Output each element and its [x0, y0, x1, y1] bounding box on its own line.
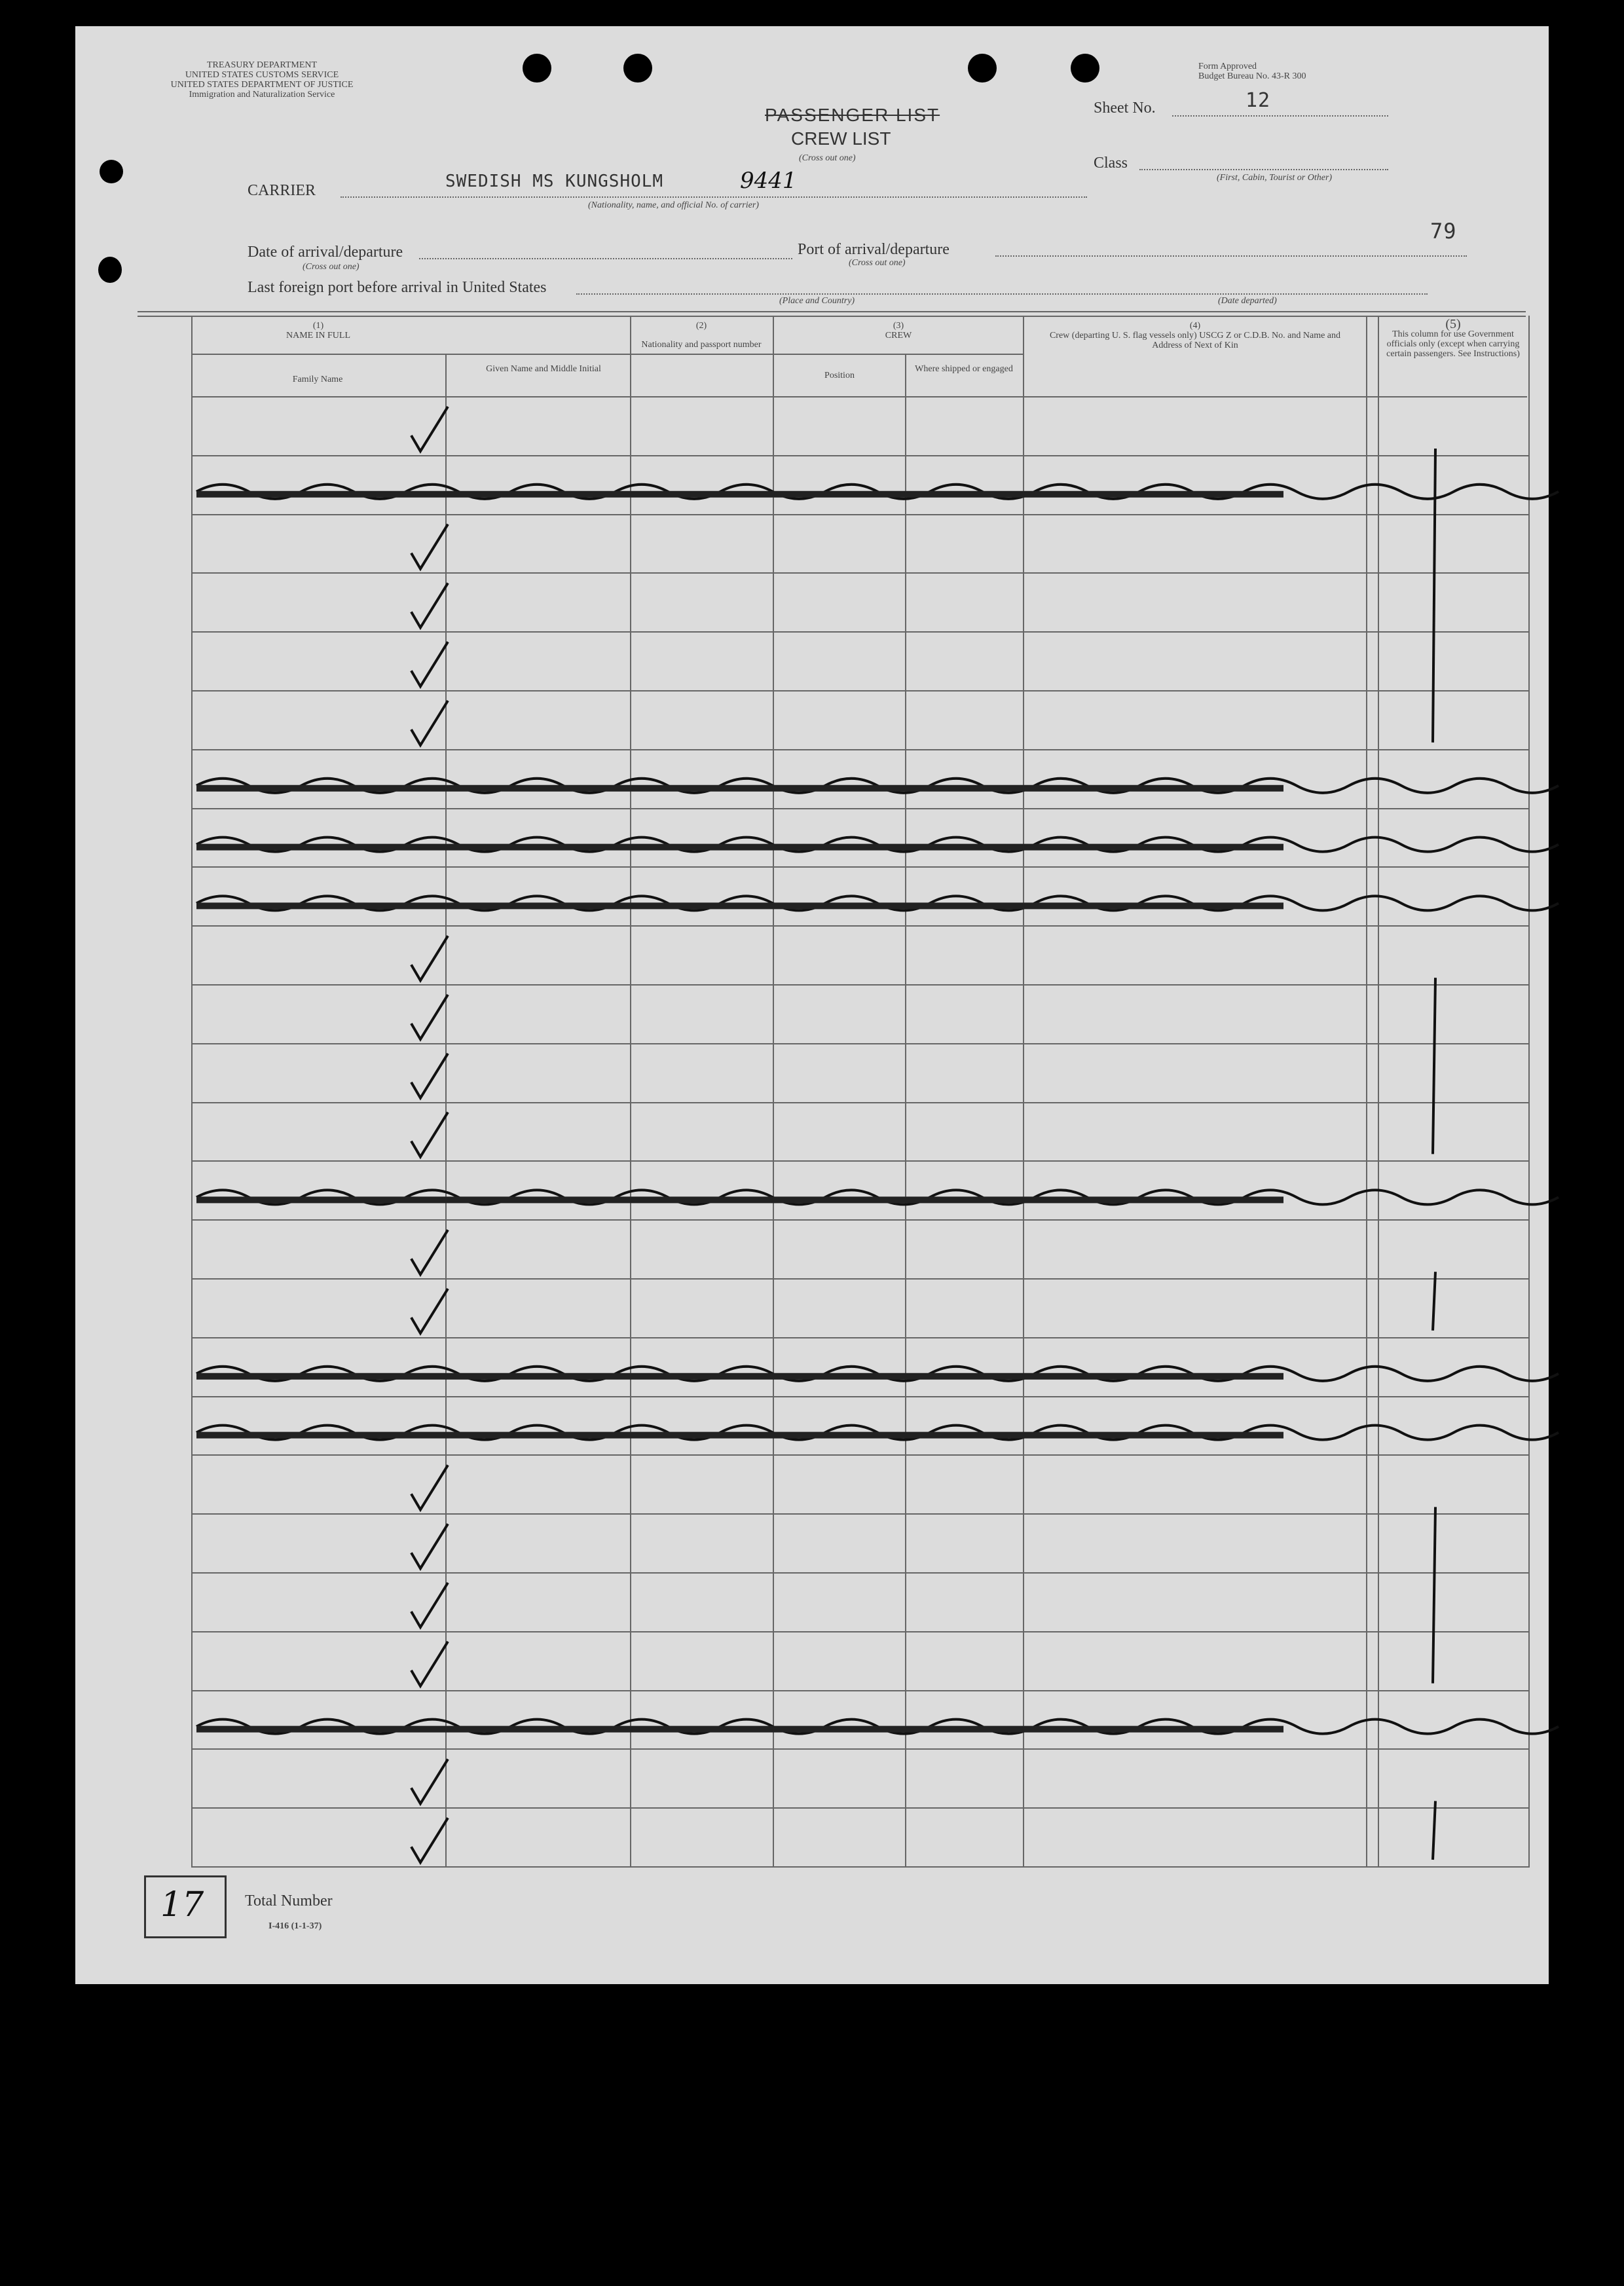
class-hint: (First, Cabin, Tourist or Other): [1217, 173, 1333, 183]
date-departed-hint: (Date departed): [1218, 296, 1277, 306]
check-mark: [411, 1465, 448, 1509]
check-mark: [411, 1642, 448, 1686]
check-mark: [411, 583, 448, 627]
brace-line: [1433, 1507, 1435, 1683]
col1-header: (1) NAME IN FULL: [286, 321, 350, 341]
check-mark: [411, 1230, 448, 1274]
port-hint: (Cross out one): [849, 258, 906, 268]
form-title: CREW LIST: [791, 128, 891, 149]
brace-line: [1433, 449, 1435, 743]
check-mark: [411, 1289, 448, 1333]
carrier-hint: (Nationality, name, and official No. of carrier): [588, 200, 759, 210]
brace-line: [1433, 1272, 1435, 1331]
date-hint: (Cross out one): [303, 262, 360, 272]
check-mark: [411, 407, 448, 451]
total-box: [144, 1875, 227, 1938]
last-port-label: Last foreign port before arrival in United States: [248, 279, 547, 296]
total-label: Total Number: [245, 1892, 333, 1909]
struck-title: PASSENGER LIST: [765, 105, 940, 125]
check-mark: [411, 1054, 448, 1098]
check-mark: [411, 1818, 448, 1862]
col5-header: (5) This column for use Government officials only (except when carrying certain passengers. See Instructions): [1386, 317, 1520, 359]
col3-header: (3) CREW: [885, 321, 912, 341]
check-mark: [411, 642, 448, 686]
where-header: Where shipped or engaged: [915, 364, 1013, 374]
check-mark: [411, 1759, 448, 1803]
check-mark: [411, 1583, 448, 1627]
page-number: 79: [1430, 219, 1457, 244]
check-mark: [411, 701, 448, 745]
total-value: 17: [160, 1885, 204, 1925]
col4-header: (4) Crew (departing U. S. flag vessels only) USCG Z or C.D.B. No. and Name and Address of Next of Kin: [1049, 321, 1341, 350]
port-label: Port of arrival/departure: [798, 241, 950, 258]
agency-header: TREASURY DEPARTMENT UNITED STATES CUSTOMS SERVICE UNITED STATES DEPARTMENT OF JUSTICE Immigration and Naturalization Service: [170, 60, 354, 100]
check-mark: [411, 936, 448, 980]
class-label: Class: [1094, 155, 1128, 172]
form-id: I-416 (1-1-37): [268, 1921, 322, 1931]
carrier-label: CARRIER: [248, 182, 316, 199]
cross-out-hint: (Cross out one): [799, 153, 856, 163]
given-header: Given Name and Middle Initial: [486, 364, 601, 374]
brace-line: [1433, 1801, 1435, 1860]
place-hint: (Place and Country): [779, 296, 855, 306]
family-header: Family Name: [292, 375, 343, 384]
carrier-value: SWEDISH MS KUNGSHOLM: [445, 172, 664, 191]
check-mark: [411, 1524, 448, 1568]
sheet-number: 12: [1246, 89, 1271, 112]
check-mark: [411, 995, 448, 1039]
brace-line: [1433, 978, 1435, 1154]
check-mark: [411, 1113, 448, 1157]
carrier-number: 9441: [740, 168, 797, 194]
position-header: Position: [824, 371, 855, 380]
form-approval: Form Approved Budget Bureau No. 43-R 300: [1198, 62, 1306, 81]
check-mark: [411, 525, 448, 569]
sheet-label: Sheet No.: [1094, 100, 1156, 117]
date-label: Date of arrival/departure: [248, 244, 403, 261]
col2-header: (2) Nationality and passport number: [641, 321, 762, 350]
